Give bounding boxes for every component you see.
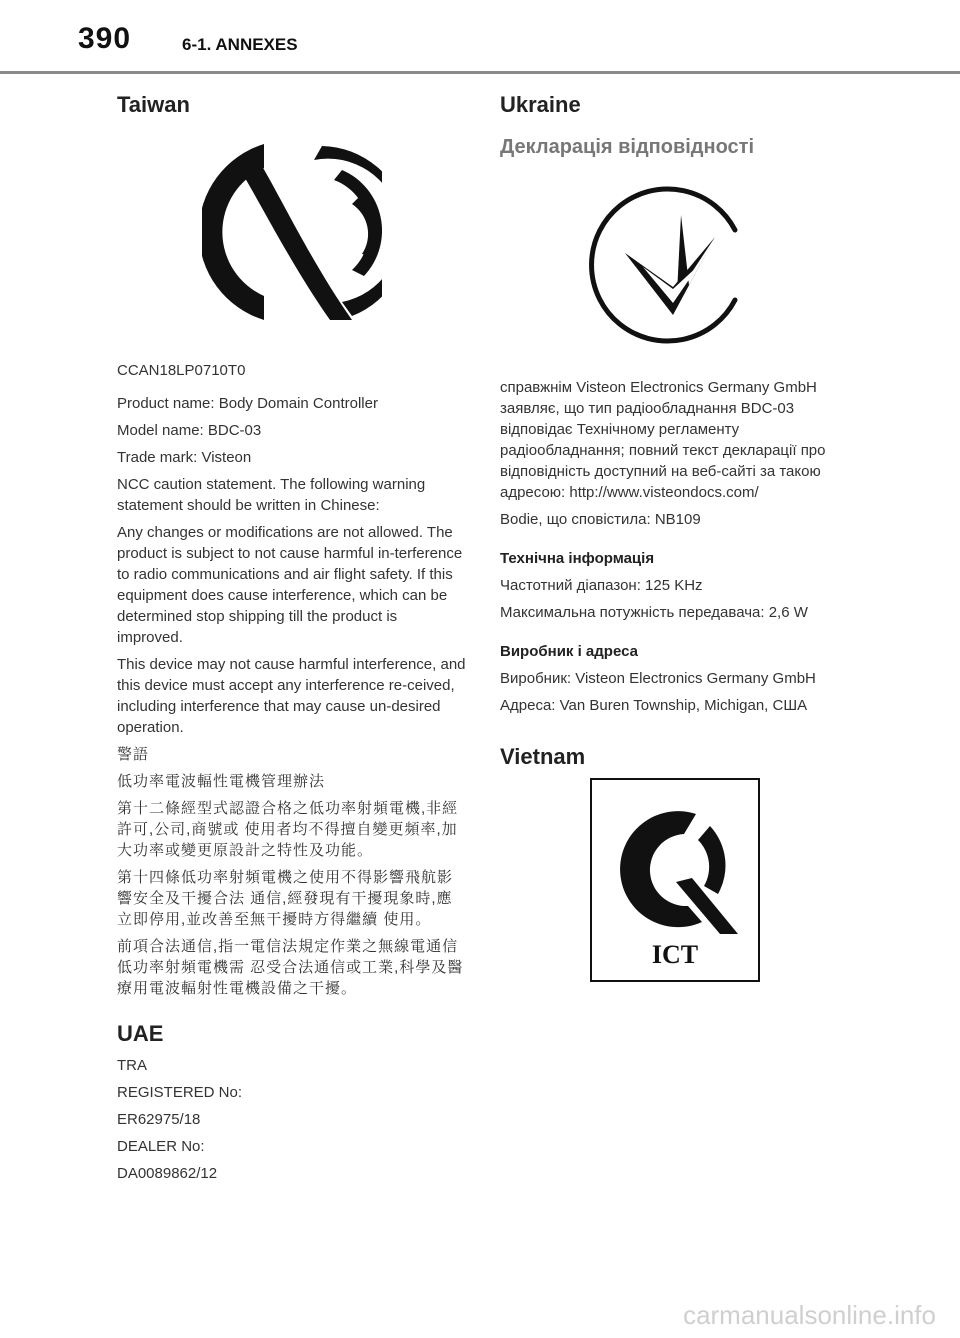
ncc-logo-icon [117,126,467,338]
ncc-id: CCAN18LP0710T0 [117,362,246,379]
max-power: Максимальна потужність передавача: 2,6 W [500,604,808,621]
product-name: Product name: Body Domain Controller [117,395,378,412]
ukraine-subtitle: Декларація відповідності [500,136,755,158]
zh-paragraph-legal: 前項合法通信,指一電信法規定作業之無線電通信低功率射頻電機需 忍受合法通信或工業,科學及醫療用電波輻射性電機設備之干擾。 [117,938,464,997]
manufacturer: Виробник: Visteon Electronics Germany GmbH [500,670,816,687]
vietnam-title: Vietnam [500,744,586,769]
modification-paragraph: Any changes or modifications are not allowed. The product is subject to not cause harmful in-terference to radio communications and air flight safety. If this equipment does cause interference, which can be determined stop shipping till the product is improved. [117,524,463,646]
ict-logo-icon [590,778,760,982]
manufacturer-title: Виробник і адреса [500,643,638,660]
zh-warning: 警語 [117,746,150,763]
trade-mark: Trade mark: Visteon [117,449,252,466]
address: Адреса: Van Buren Township, Michigan, США [500,697,808,714]
page-number: 390 [78,22,132,55]
watermark: carmanualsonline.info [683,1300,936,1330]
ua-notified-body: Bodie, що сповістила: NB109 [500,511,701,528]
interference-paragraph: This device may not cause harmful interference, and this device must accept any interference re-ceived, including interference that may cause un-desired operation. [117,656,466,736]
ict-text: ICT [651,940,699,969]
section-title: 6-1. ANNEXES [182,35,298,54]
model-name: Model name: BDC-03 [117,422,262,439]
uae-line: DEALER No: [117,1138,205,1155]
header-rule [0,71,960,74]
taiwan-title: Taiwan [117,92,190,117]
page-header [0,0,960,76]
zh-title: 低功率電波輻性電機管理辦法 [117,773,326,790]
uae-line: DA0089862/12 [117,1165,218,1182]
right-column [500,92,850,982]
ua-declaration: справжнім Visteon Electronics Germany GmbH заявляє, що тип радіообладнання BDC-03 відповідає Технічному регламенту радіообладнання; повний текст декларації про відповідність доступний на веб-сайті за такою адресою: http://www.visteondocs.com/ [500,379,826,501]
left-column [117,92,467,1190]
tech-info-title: Технічна інформація [500,550,655,567]
ukraine-title: Ukraine [500,92,581,117]
uae-line: TRA [117,1057,147,1074]
zh-paragraph-14: 第十四條低功率射頻電機之使用不得影響飛航影響安全及干擾合法 通信,經發現有干擾現象時,應立即停用,並改善至無干擾時方得繼續 使用。 [117,869,454,928]
ukrsepro-logo-icon [500,175,850,355]
uae-line: ER62975/18 [117,1111,201,1128]
uae-title: UAE [117,1021,164,1046]
zh-paragraph-12: 第十二條經型式認證合格之低功率射頻電機,非經許可,公司,商號或 使用者均不得擅自變更頻率,加大功率或變更原設計之特性及功能。 [117,800,459,859]
uae-line: REGISTERED No: [117,1084,243,1101]
ncc-caution: NCC caution statement. The following warning statement should be written in Chinese: [117,476,426,514]
frequency-range: Частотний діапазон: 125 KHz [500,577,703,594]
